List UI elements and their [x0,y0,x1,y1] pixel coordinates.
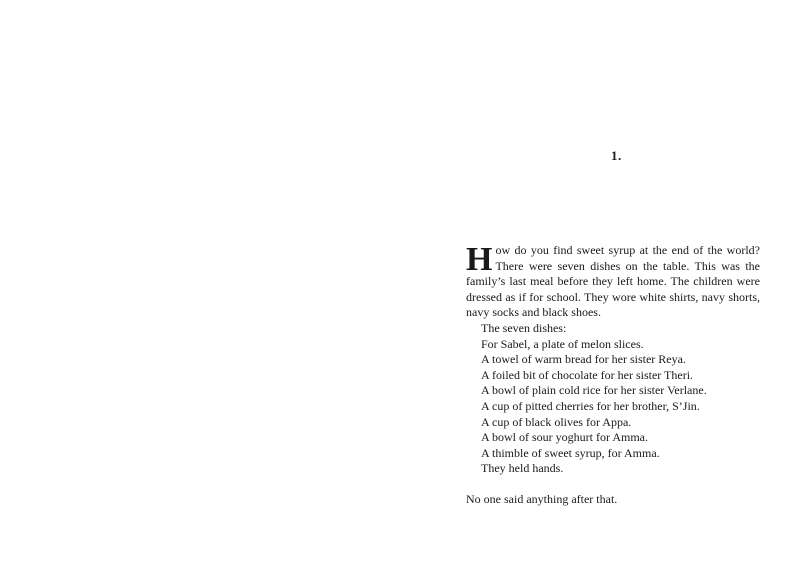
chapter-number: 1. [611,148,622,163]
list-line: They held hands. [481,461,564,476]
list-line: The seven dishes: [481,320,567,335]
drop-cap: H [466,241,493,278]
list-line: A bowl of sour yoghurt for Amma. [481,430,648,445]
list-line: For Sabel, a plate of melon slices. [481,336,644,351]
list-line: A cup of pitted cherries for her brother, S’Jin. [481,398,700,413]
closing-paragraph: No one said anything after that. [466,491,618,506]
right-page [405,0,810,586]
opening-paragraph [466,243,760,321]
list-line: A towel of warm bread for her sister Reya. [481,352,686,367]
list-line: A bowl of plain cold rice for her sister Verlane. [481,383,707,398]
chapter-text [466,243,760,508]
opening-text: ow do you find sweet syrup at the end of the world? There were seven dishes on the table. This was the family’s last meal before they left home. The children were dressed as if for school. They wore white shirts, navy shorts, navy socks and black shoes. [466,243,760,320]
list-line: A cup of black olives for Appa. [481,414,632,429]
list-line: A thimble of sweet syrup, for Amma. [481,445,660,460]
list-line: A foiled bit of chocolate for her sister Theri. [481,367,694,382]
